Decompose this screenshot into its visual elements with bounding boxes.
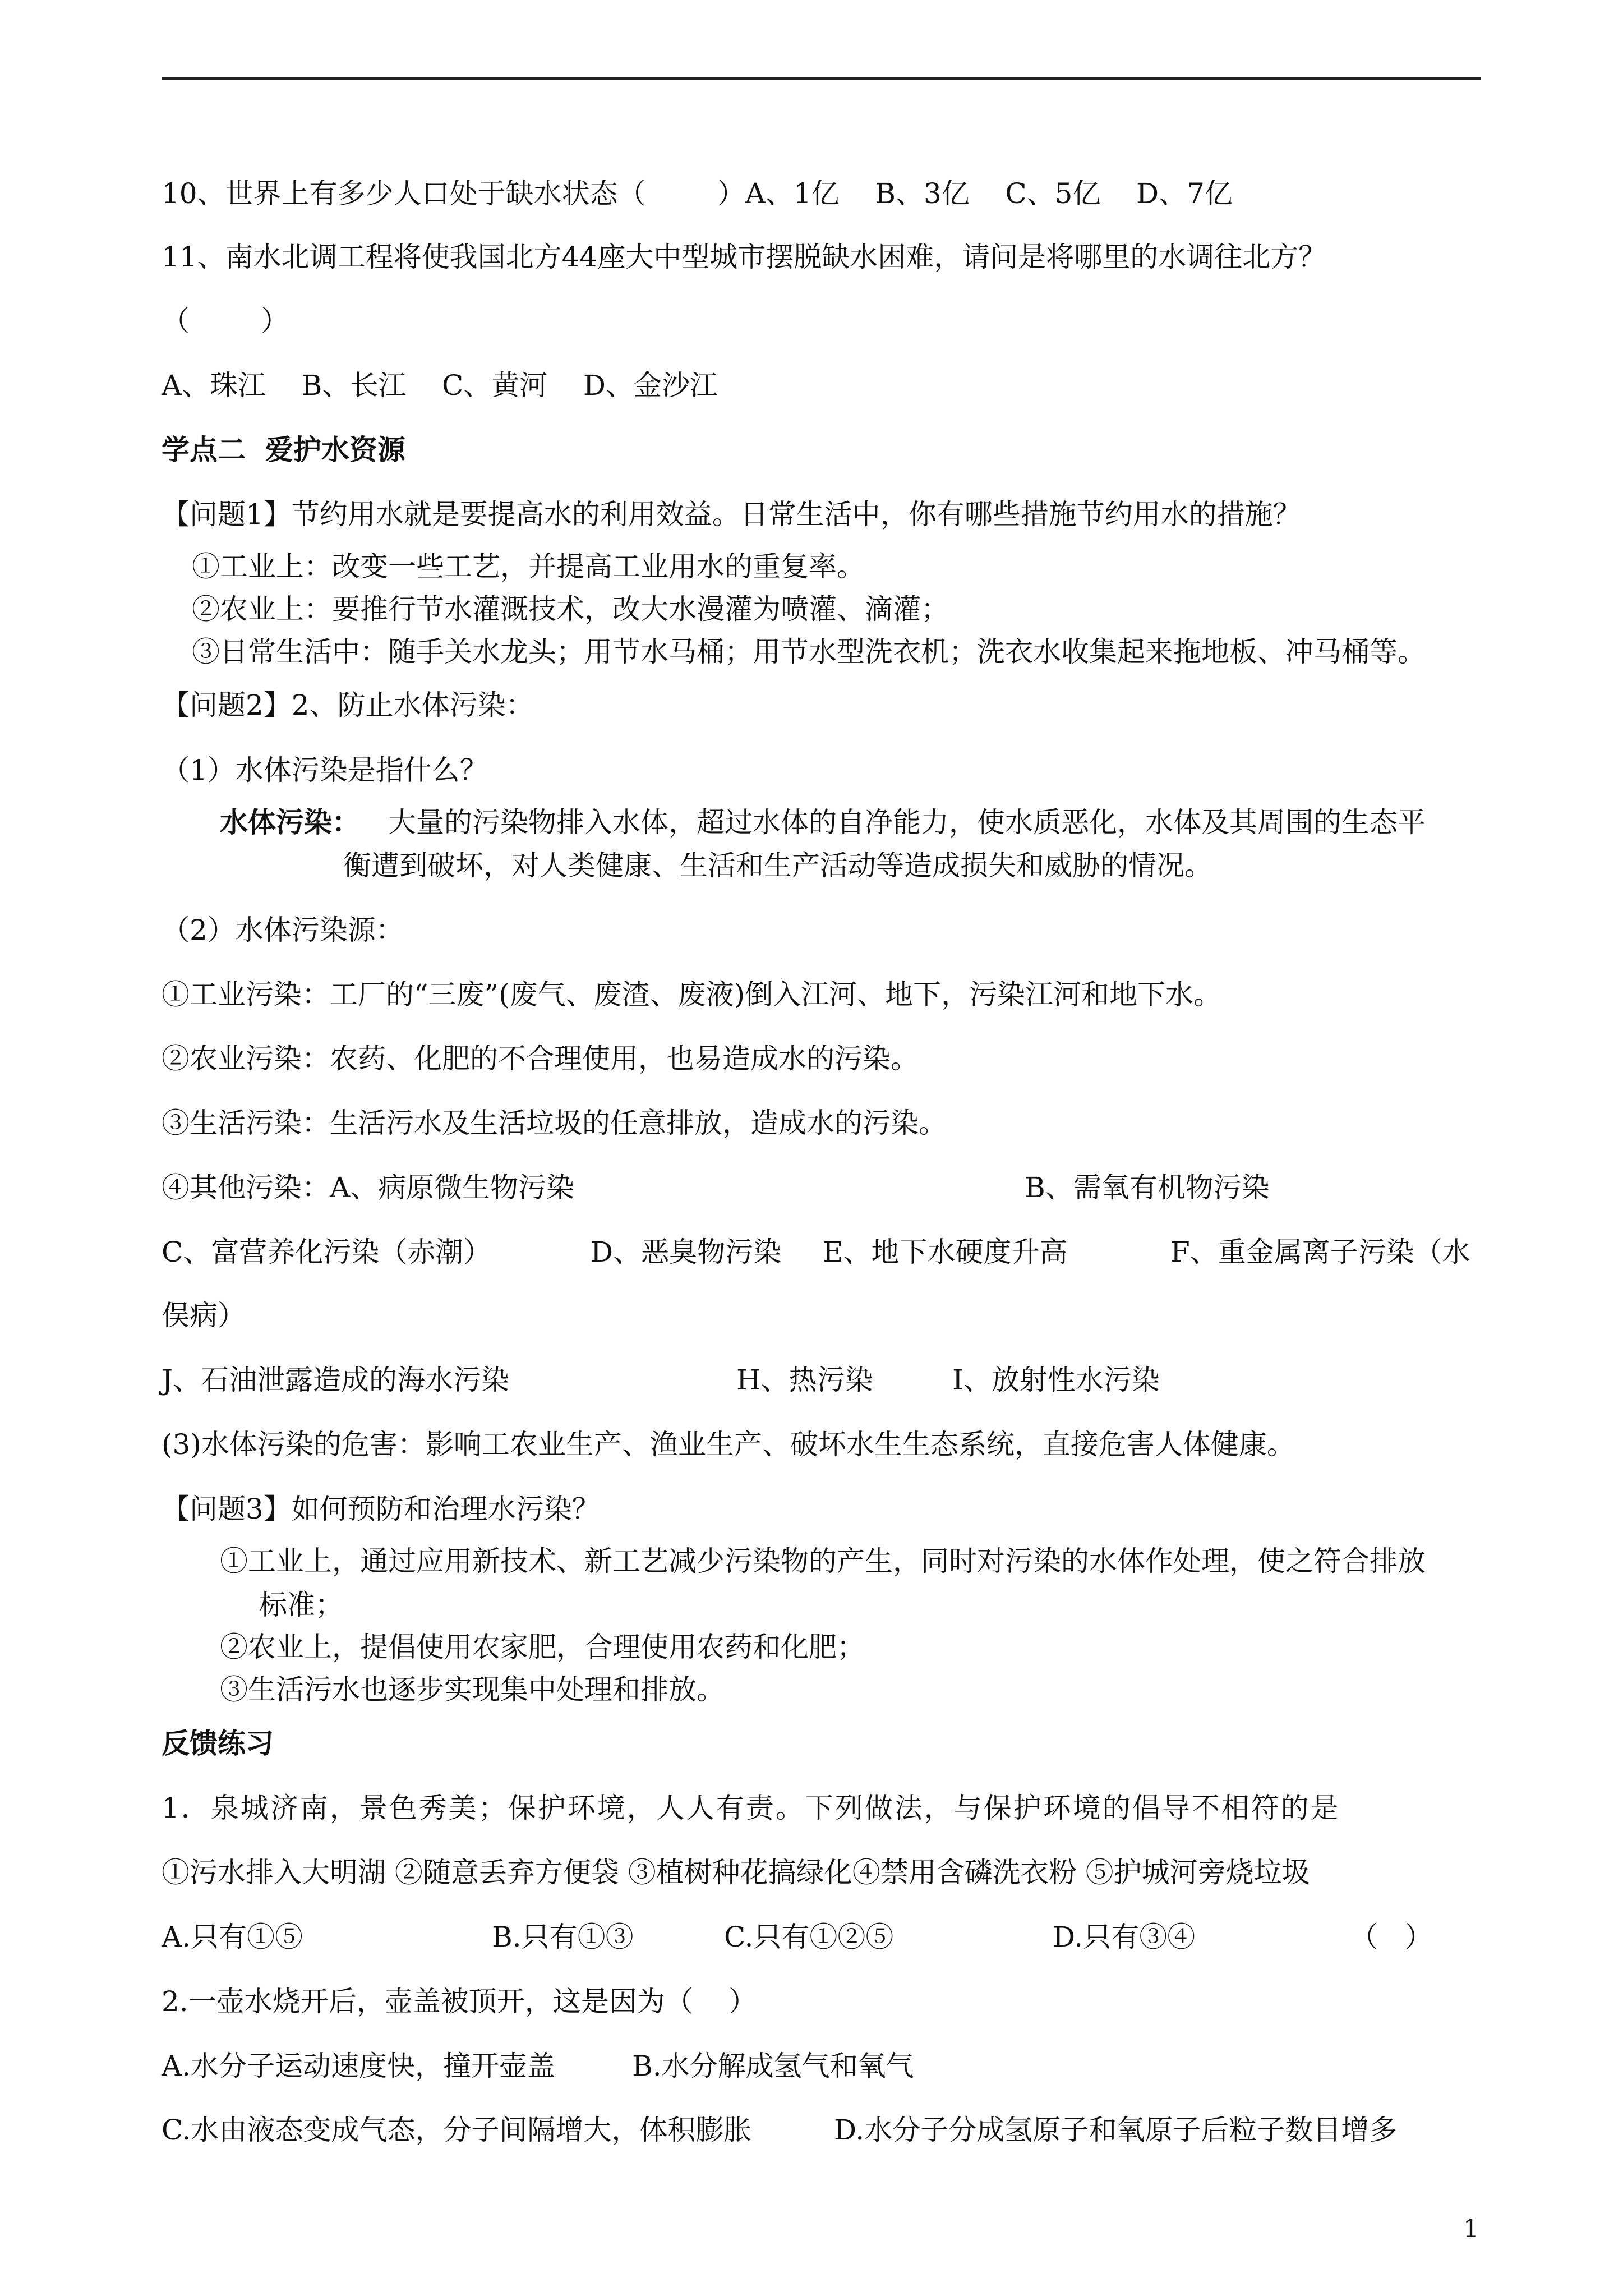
option-b: B.水分解成氢气和氧气	[632, 2050, 914, 2082]
feedback-question-2: 2.一壶水烧开后，壶盖被顶开，这是因为（ ）	[162, 1985, 757, 2018]
problem-1-item: ③日常生活中：随手关水龙头；用节水马桶；用节水型洗衣机；洗衣水收集起来拖地板、冲马桶等。	[192, 636, 1426, 668]
header-rule	[162, 77, 1481, 80]
problem-3-item: 标准；	[259, 1589, 343, 1621]
definition-label: 水体污染：	[220, 806, 360, 839]
pollution-source: F、重金属离子污染（水	[1170, 1236, 1470, 1268]
answer-blank: （ ）	[1350, 1921, 1433, 1953]
question-11-blank: （ ）	[162, 305, 289, 337]
problem-3-title: 【问题3】如何预防和治理水污染？	[162, 1493, 600, 1525]
option-c: C.只有①②⑤	[724, 1921, 894, 1953]
option-c: C.水由液态变成气态，分子间隔增大，体积膨胀	[162, 2114, 752, 2146]
problem-1-title: 【问题1】节约用水就是要提高水的利用效益。日常生活中，你有哪些措施节约用水的措施？	[162, 498, 1301, 531]
option-a: A.只有①⑤	[162, 1921, 303, 1953]
question-11-options: A、珠江 B、长江 C、黄河 D、金沙江	[162, 369, 718, 402]
option-a: A.水分子运动速度快，撞开壶盖	[162, 2050, 556, 2082]
problem-1-item: ②农业上：要推行节水灌溉技术，改大水漫灌为喷灌、滴灌；	[192, 593, 949, 625]
question-10: 10、世界上有多少人口处于缺水状态（ ）A、1亿 B、3亿 C、5亿 D、7亿	[162, 177, 1233, 210]
pollution-source: H、热污染	[736, 1364, 873, 1396]
feedback-heading: 反馈练习	[162, 1727, 274, 1760]
pollution-source: D、恶臭物污染	[591, 1236, 782, 1268]
problem-3-item: ②农业上，提倡使用农家肥，合理使用农药和化肥；	[220, 1631, 865, 1663]
problem-2-sub2: （2）水体污染源：	[162, 914, 404, 946]
pollution-source: I、放射性水污染	[952, 1364, 1160, 1396]
pollution-source: ②农业污染：农药、化肥的不合理使用，也易造成水的污染。	[162, 1042, 919, 1075]
option-d: D.水分子分成氢原子和氧原子后粒子数目增多	[834, 2114, 1398, 2146]
pollution-harm: (3)水体污染的危害：影响工农业生产、渔业生产、破坏水生生态系统，直接危害人体健康。	[162, 1428, 1295, 1461]
pollution-source: J、石油泄露造成的海水污染	[162, 1364, 510, 1396]
problem-3-item: ③生活污水也逐步实现集中处理和排放。	[220, 1673, 725, 1706]
option-b: B.只有①③	[492, 1921, 634, 1953]
problem-2-sub1: （1）水体污染是指什么？	[162, 754, 488, 786]
definition-text: 大量的污染物排入水体，超过水体的自净能力，使水质恶化，水体及其周围的生态平	[388, 806, 1426, 839]
problem-2-title: 【问题2】2、防止水体污染：	[162, 689, 534, 721]
definition-text: 衡遭到破坏，对人类健康、生活和生产活动等造成损失和威胁的情况。	[343, 849, 1212, 882]
pollution-source: C、富营养化污染（赤潮）	[162, 1236, 492, 1268]
page-number: 1	[1463, 2215, 1479, 2243]
pollution-source: ④其他污染：A、病原微生物污染	[162, 1171, 575, 1204]
pollution-source: ①工业污染：工厂的“三废”(废气、废渣、废液)倒入江河、地下，污染江河和地下水。	[162, 978, 1222, 1011]
option-d: D.只有③④	[1053, 1921, 1196, 1953]
feedback-question-1-items: ①污水排入大明湖 ②随意丢弃方便袋 ③植树种花搞绿化④禁用含磷洗衣粉 ⑤护城河旁烧垃圾	[162, 1856, 1310, 1889]
pollution-source: ③生活污染：生活污水及生活垃圾的任意排放，造成水的污染。	[162, 1107, 947, 1139]
pollution-source: B、需氧有机物污染	[1025, 1171, 1270, 1204]
feedback-question-1: 1．泉城济南，景色秀美；保护环境，人人有责。下列做法，与保护环境的倡导不相符的是	[162, 1792, 1340, 1824]
problem-1-item: ①工业上：改变一些工艺，并提高工业用水的重复率。	[192, 550, 865, 583]
pollution-source: E、地下水硬度升高	[823, 1236, 1068, 1268]
section-heading: 学点二 爱护水资源	[162, 433, 405, 466]
problem-3-item: ①工业上，通过应用新技术、新工艺减少污染物的产生，同时对污染的水体作处理，使之符合排放	[220, 1545, 1426, 1577]
pollution-source: 俣病）	[162, 1299, 246, 1332]
question-11: 11、南水北调工程将使我国北方44座大中型城市摆脱缺水困难，请问是将哪里的水调往北方？	[162, 241, 1327, 273]
